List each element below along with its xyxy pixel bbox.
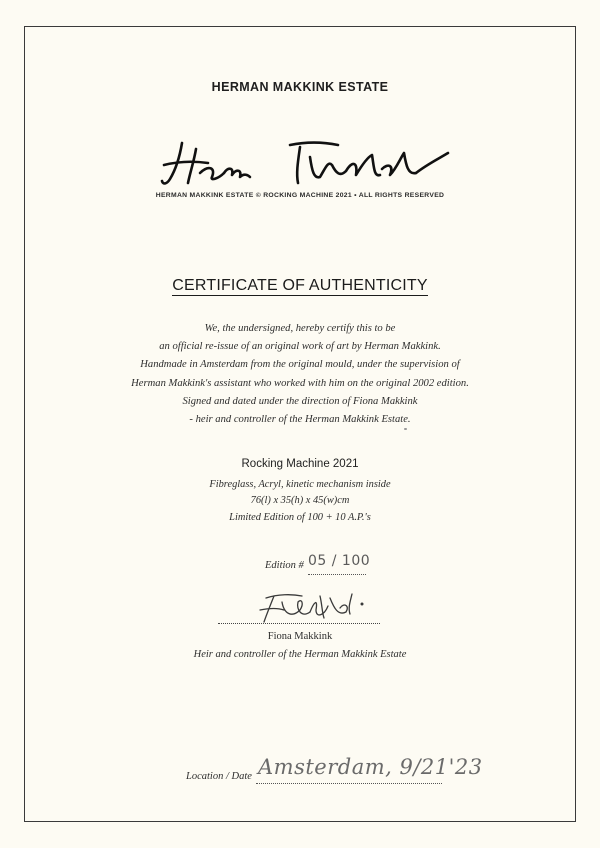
statement-line: Herman Makkink's assistant who worked with him on the original 2002 edition. <box>131 377 469 389</box>
statement-line: - heir and controller of the Herman Makkink Estate. <box>189 414 411 426</box>
artwork-materials: Fibreglass, Acryl, kinetic mechanism inside <box>209 479 391 490</box>
location-date-label: Location / Date <box>186 771 252 782</box>
statement-line: an official re-issue of an original work of art by Herman Makkink. <box>159 341 441 353</box>
location-date-dotted-line <box>256 783 442 784</box>
artwork-title: Rocking Machine 2021 <box>241 458 359 470</box>
artwork-dimensions: 76(l) x 35(h) x 45(w)cm <box>250 495 350 507</box>
copyright-line: HERMAN MAKKINK ESTATE © ROCKING MACHINE 2021 • ALL RIGHTS RESERVED <box>155 192 445 199</box>
estate-name: HERMAN MAKKINK ESTATE <box>211 80 389 94</box>
statement-line: Signed and dated under the direction of Fiona Makkink <box>182 395 418 407</box>
statement-line: We, the undersigned, hereby certify this to be <box>204 323 396 334</box>
statement-line: Handmade in Amsterdam from the original mould, under the supervision of <box>140 359 460 371</box>
herman-makkink-signature <box>160 135 450 191</box>
artwork-details <box>0 477 600 526</box>
edition-label: Edition # <box>265 560 304 571</box>
signatory-name: Fiona Makkink <box>267 631 333 642</box>
signature-dotted-line <box>218 623 380 624</box>
artwork-edition-size: Limited Edition of 100 + 10 A.P.'s <box>229 511 371 523</box>
paper-speck <box>404 428 407 430</box>
signatory-role: Heir and controller of the Herman Makkink Estate <box>193 649 407 660</box>
edition-dotted-line <box>308 574 366 575</box>
fiona-makkink-signature <box>252 588 367 624</box>
edition-number-handwritten: 05 / 100 <box>308 553 371 569</box>
certificate-title: CERTIFICATE OF AUTHENTICITY <box>172 277 428 294</box>
location-date-handwritten: Amsterdam, 9/21'23 <box>258 755 483 779</box>
certification-statement <box>60 320 540 429</box>
